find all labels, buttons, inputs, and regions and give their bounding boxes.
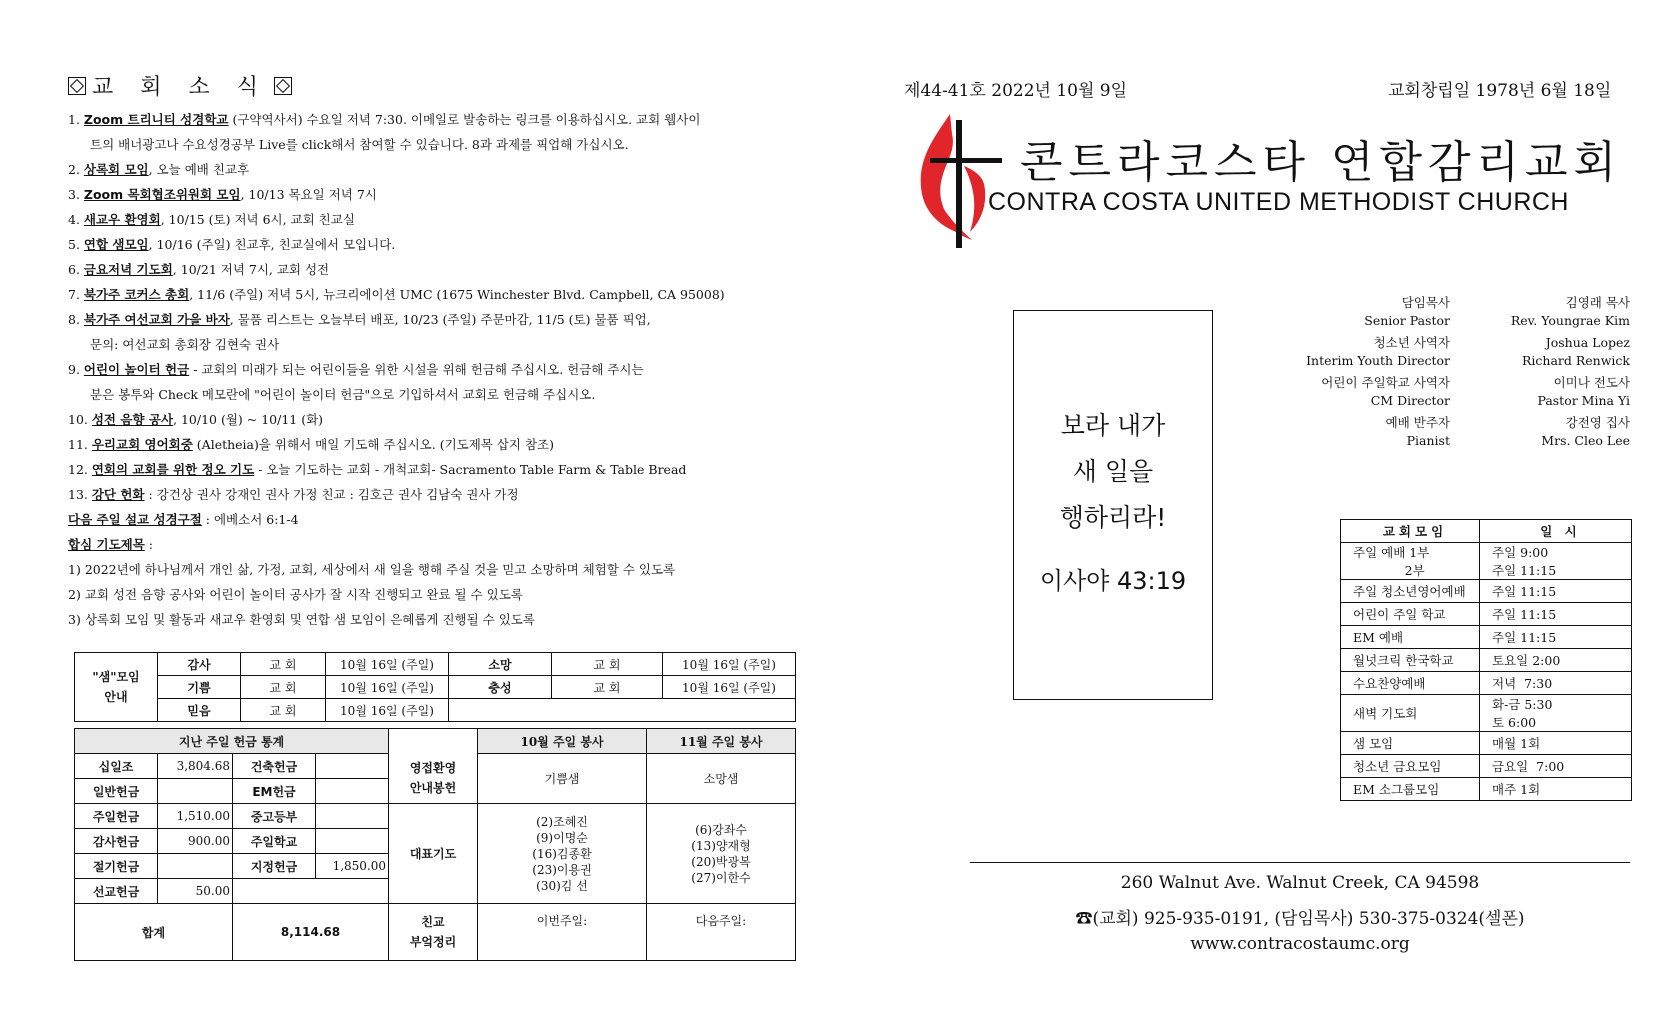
- news-item-text: - 교회의 미래가 되는 어린이들을 위한 시설을 위해 헌금해 주십시오. 헌금해 주시는: [189, 362, 644, 377]
- saem-cell: 10월 16일 (주일): [663, 653, 796, 676]
- news-item-text: 분은 봉투와 Check 메모란에 "어린이 놀이터 헌금"으로 기입하셔서 교회로 헌금해 주십시오.: [90, 387, 596, 402]
- verse-line: 새 일을: [1072, 457, 1154, 486]
- news-item-title: 어린이 놀이터 헌금: [83, 362, 190, 377]
- offering-label: 십일조: [75, 754, 158, 779]
- meeting-name: 월넛크릭 한국학교: [1341, 649, 1480, 672]
- news-item-text: , 10/15 (토) 저녁 6시, 교회 친교실: [160, 212, 355, 227]
- church-news-heading: [68, 70, 808, 101]
- phone-icon: ☎: [1075, 909, 1093, 929]
- october-service-header: 10월 주일 봉사: [478, 729, 647, 754]
- meeting-time: 화-금 5:30 토 6:00: [1480, 695, 1632, 732]
- news-item: 1) 2022년에 하나님께서 개인 삶, 가정, 교회, 세상에서 새 일을 행해 주실 것을 믿고 소망하며 체험할 수 있도록: [68, 562, 676, 577]
- news-item: 11. 우리교회 영어회중 (Aletheia)을 위해서 매일 기도해 주십시오. (기도제목 삽지 참조): [68, 437, 554, 452]
- meeting-name: 샘 모임: [1341, 732, 1480, 755]
- news-item: 1. Zoom 트리니티 성경학교 (구약역사서) 수요일 저녁 7:30. 이메일로 발송하는 링크를 이용하십시오. 교회 웹사이: [68, 112, 701, 127]
- news-item: 10. 성전 음향 공사, 10/10 (월) ~ 10/11 (화): [68, 412, 324, 427]
- news-item-title: 우리교회 영어회중: [91, 437, 193, 452]
- news-item-text: - 오늘 기도하는 교회 - 개척교회- Sacramento Table Farm & Table Bread: [254, 462, 687, 477]
- saem-cell: 10월 16일 (주일): [326, 653, 449, 676]
- welcome-label: 영접환영 안내봉헌: [389, 754, 478, 804]
- saem-cell: 충성: [449, 676, 552, 699]
- november-service-header: 11월 주일 봉사: [647, 729, 796, 754]
- founding-date: 교회창립일 1978년 6월 18일: [1388, 81, 1612, 101]
- news-item-text: (Aletheia)을 위해서 매일 기도해 주십시오. (기도제목 삽지 참조): [192, 437, 554, 452]
- fellowship-label: 친교 부엌정리: [389, 904, 478, 961]
- meeting-name: 새벽 기도회: [1341, 695, 1480, 732]
- welcome-oct: 기쁨샘: [478, 754, 647, 804]
- news-item-title: Zoom 목회협조위원회 모임: [83, 187, 241, 202]
- news-item-text: 2022년에 하나님께서 개인 삶, 가정, 교회, 세상에서 새 일을 행해 주실 것을 믿고 소망하며 체험할 수 있도록: [84, 562, 676, 577]
- news-item-title: 연회의 교회를 위한 정오 기도: [91, 462, 255, 477]
- offering-empty: [233, 879, 389, 904]
- offering-amount: [158, 854, 233, 879]
- phone-text: (교회) 925-935-0191, (담임목사) 530-375-0324(셀폰): [1092, 909, 1525, 929]
- offering-amount: 1,510.00: [158, 804, 233, 829]
- offering-label: 주일학교: [233, 829, 316, 854]
- meeting-name: 주일 청소년영어예배: [1341, 580, 1480, 603]
- meeting-name: EM 예배: [1341, 626, 1480, 649]
- offering-label: 감사헌금: [75, 829, 158, 854]
- church-news-section: [68, 70, 808, 632]
- news-item-title: 새교우 환영회: [83, 212, 161, 227]
- news-item: 3) 상록회 모임 및 활동과 새교우 환영회 및 연합 샘 모임이 은혜롭게 진행될 수 있도록: [68, 612, 535, 627]
- prayer-oct: (2)조혜진 (9)이명순 (16)김종환 (23)이용권 (30)김 선: [478, 804, 647, 904]
- diamond-box-icon: [274, 77, 292, 95]
- footer-divider: [970, 862, 1630, 863]
- meeting-time: 매주 1회: [1480, 778, 1632, 801]
- issue-info: 제44-41호 2022년 10월 9일: [904, 81, 1128, 101]
- offering-label: 일반헌금: [75, 779, 158, 804]
- church-news-title: 교 회 소 식: [92, 75, 268, 100]
- staff-role: 담임목사 Senior Pastor: [1364, 295, 1450, 328]
- saem-cell: 믿음: [158, 699, 241, 722]
- saem-cell: 교 회: [552, 653, 663, 676]
- news-item-text: 트의 배너광고나 수요성경공부 Live를 click해서 참여할 수 있습니다. 8과 과제를 픽업해 가십시오.: [90, 137, 629, 152]
- staff-name: 강전영 집사 Mrs. Cleo Lee: [1541, 415, 1630, 448]
- offering-label: 지정헌금: [233, 854, 316, 879]
- verse-box: [1013, 310, 1213, 700]
- saem-cell: 기쁨: [158, 676, 241, 699]
- staff-role: 예배 반주자 Pianist: [1385, 415, 1450, 448]
- church-address: 260 Walnut Ave. Walnut Creek, CA 94598: [1120, 873, 1480, 893]
- news-item: 6. 금요저녁 기도회, 10/21 저녁 7시, 교회 성전: [68, 262, 330, 277]
- staff-name: 김영래 목사 Rev. Youngrae Kim: [1510, 295, 1630, 328]
- church-website[interactable]: www.contracostaumc.org: [1190, 934, 1410, 954]
- news-item: 5. 연합 샘모임, 10/16 (주일) 친교후, 친교실에서 모입니다.: [68, 237, 396, 252]
- news-item-text: :: [144, 537, 153, 552]
- staff-name: Joshua Lopez Richard Renwick: [1522, 335, 1630, 368]
- offering-amount: 3,804.68: [158, 754, 233, 779]
- news-item-text: , 10/16 (주일) 친교후, 친교실에서 모입니다.: [148, 237, 396, 252]
- offering-label: 주일헌금: [75, 804, 158, 829]
- saem-cell: 교 회: [241, 653, 326, 676]
- news-item-text: : 에베소서 6:1-4: [201, 512, 299, 527]
- offering-label: EM헌금: [233, 779, 316, 804]
- saem-cell: 10월 16일 (주일): [663, 676, 796, 699]
- news-item-title: 연합 샘모임: [83, 237, 149, 252]
- news-item-title: 합심 기도제목: [68, 537, 145, 552]
- offering-label: 건축헌금: [233, 754, 316, 779]
- news-item: 7. 북가주 코커스 총회, 11/6 (주일) 저녁 5시, 뉴크리에이션 UMC (1675 Winchester Blvd. Campbell, CA 95008): [68, 287, 725, 302]
- news-item-title: Zoom 트리니티 성경학교: [83, 112, 229, 127]
- cross-and-flame-logo-icon: [912, 110, 1004, 250]
- meetings-header: 교회모임: [1341, 520, 1480, 543]
- news-item-text: : 강건상 권사 강재인 권사 가정 친교 : 김호근 권사 김남숙 권사 가정: [144, 487, 519, 502]
- meeting-time: 주일 11:15: [1480, 603, 1632, 626]
- this-week: 이번주일:: [478, 904, 647, 961]
- news-item-title: 강단 헌화: [91, 487, 145, 502]
- saem-cell: 10월 16일 (주일): [326, 699, 449, 722]
- news-item: 12. 연회의 교회를 위한 정오 기도 - 오늘 기도하는 교회 - 개척교회- Sacramento Table Farm & Table Bread: [68, 462, 687, 477]
- news-item-title: 다음 주일 설교 성경구절: [68, 512, 202, 527]
- offering-label: 중고등부: [233, 804, 316, 829]
- meeting-time: 금요일 7:00: [1480, 755, 1632, 778]
- meeting-name: EM 소그룹모임: [1341, 778, 1480, 801]
- meeting-time: 주일 9:00 주일 11:15: [1480, 543, 1632, 580]
- meeting-name: 주일 예배 1부 2부: [1341, 543, 1480, 580]
- news-item: 13. 강단 헌화 : 강건상 권사 강재인 권사 가정 친교 : 김호근 권사 김남숙 권사 가정: [68, 487, 519, 502]
- news-item-text: , 10/10 (월) ~ 10/11 (화): [173, 412, 324, 427]
- offering-amount: [316, 829, 389, 854]
- verse-line: 보라 내가: [1060, 411, 1166, 440]
- news-item: [68, 332, 808, 357]
- staff-name: 이미나 전도사 Pastor Mina Yi: [1537, 375, 1630, 408]
- news-item-text: 상록회 모임 및 활동과 새교우 환영회 및 연합 샘 모임이 은혜롭게 진행될 수 있도록: [84, 612, 535, 627]
- offering-amount: [158, 779, 233, 804]
- total-label: 합계: [75, 904, 233, 961]
- saem-meeting-table: [74, 652, 796, 722]
- offering-amount: [316, 804, 389, 829]
- news-item-title: 상록회 모임: [83, 162, 149, 177]
- news-item: 8. 북가주 여선교회 가을 바자, 물품 리스트는 오늘부터 배포, 10/23 (주일) 주문마감, 11/5 (토) 물품 픽업,: [68, 312, 651, 327]
- offering-amount: 1,850.00: [316, 854, 389, 879]
- meeting-time: 매월 1회: [1480, 732, 1632, 755]
- news-list: [68, 107, 808, 632]
- staff-role: 청소년 사역자 Interim Youth Director: [1306, 335, 1450, 368]
- diamond-box-icon: [68, 77, 86, 95]
- meeting-time: 저녁 7:30: [1480, 672, 1632, 695]
- meeting-time: 토요일 2:00: [1480, 649, 1632, 672]
- news-item: [68, 507, 808, 532]
- offering-service-table: [74, 728, 796, 961]
- news-item-text: , 물품 리스트는 오늘부터 배포, 10/23 (주일) 주문마감, 11/5 (토) 물품 픽업,: [229, 312, 651, 327]
- news-item-title: 성전 음향 공사: [91, 412, 174, 427]
- offering-header: 지난 주일 헌금 통계: [75, 729, 389, 754]
- offering-amount: [316, 754, 389, 779]
- offering-label: 절기헌금: [75, 854, 158, 879]
- prayer-label: 대표기도: [389, 804, 478, 904]
- saem-cell: 교 회: [552, 676, 663, 699]
- church-name-korean: 콘트라코스타 연합감리교회: [1020, 137, 1623, 188]
- saem-empty: [449, 699, 796, 722]
- news-item-title: 북가주 코커스 총회: [83, 287, 190, 302]
- meeting-name: 청소년 금요모임: [1341, 755, 1480, 778]
- news-item: [68, 382, 808, 407]
- verse-reference: 이사야 43:19: [1039, 567, 1187, 595]
- meeting-name: 어린이 주일 학교: [1341, 603, 1480, 626]
- welcome-nov: 소망샘: [647, 754, 796, 804]
- saem-label: "샘"모임 안내: [75, 653, 158, 722]
- saem-cell: 10월 16일 (주일): [326, 676, 449, 699]
- news-item: 3. Zoom 목회협조위원회 모임, 10/13 목요일 저녁 7시: [68, 187, 377, 202]
- news-item: 2) 교회 성전 음향 공사와 어린이 놀이터 공사가 잘 시작 진행되고 완료 될 수 있도록: [68, 587, 523, 602]
- prayer-nov: (6)강좌수 (13)양재형 (20)박광복 (27)이한수: [647, 804, 796, 904]
- offering-amount: 50.00: [158, 879, 233, 904]
- news-item: [68, 132, 808, 157]
- blank-header: [389, 729, 478, 754]
- church-name-english: CONTRA COSTA UNITED METHODIST CHURCH: [988, 188, 1569, 216]
- meeting-name: 수요찬양예배: [1341, 672, 1480, 695]
- news-item-text: 문의: 여선교회 총회장 김현숙 권사: [90, 337, 280, 352]
- news-item-text: , 11/6 (주일) 저녁 5시, 뉴크리에이션 UMC (1675 Winchester Blvd. Campbell, CA 95008): [189, 287, 725, 302]
- news-item: 4. 새교우 환영회, 10/15 (토) 저녁 6시, 교회 친교실: [68, 212, 355, 227]
- time-header: 일 시: [1480, 520, 1632, 543]
- offering-label: 선교헌금: [75, 879, 158, 904]
- church-phone: [970, 904, 1630, 929]
- offering-amount: [316, 779, 389, 804]
- news-item-text: , 10/21 저녁 7시, 교회 성전: [172, 262, 330, 277]
- news-item-title: 금요저녁 기도회: [83, 262, 173, 277]
- news-item-text: 교회 성전 음향 공사와 어린이 놀이터 공사가 잘 시작 진행되고 완료 될 수 있도록: [84, 587, 523, 602]
- staff-roles: [1250, 294, 1450, 454]
- meeting-time: 주일 11:15: [1480, 580, 1632, 603]
- meetings-table: [1340, 519, 1632, 801]
- news-item-text: , 오늘 예배 친교후: [148, 162, 250, 177]
- news-item: 9. 어린이 놀이터 헌금 - 교회의 미래가 되는 어린이들을 위한 시설을 위해 헌금해 주십시오. 헌금해 주시는: [68, 362, 644, 377]
- news-item-text: , 10/13 목요일 저녁 7시: [240, 187, 377, 202]
- staff-role: 어린이 주일학교 사역자 CM Director: [1321, 375, 1450, 408]
- offering-amount: 900.00: [158, 829, 233, 854]
- next-week: 다음주일:: [647, 904, 796, 961]
- saem-cell: 교 회: [241, 699, 326, 722]
- news-item: [68, 532, 808, 557]
- saem-cell: 감사: [158, 653, 241, 676]
- saem-cell: 교 회: [241, 676, 326, 699]
- total-amount: 8,114.68: [233, 904, 389, 961]
- news-item-title: 북가주 여선교회 가을 바자: [83, 312, 230, 327]
- news-item-text: (구약역사서) 수요일 저녁 7:30. 이메일로 발송하는 링크를 이용하십시오. 교회 웹사이: [228, 112, 701, 127]
- staff-names: [1440, 294, 1630, 454]
- verse-line: 행하리라!: [1059, 503, 1167, 532]
- news-item: 2. 상록회 모임, 오늘 예배 친교후: [68, 162, 250, 177]
- saem-cell: 소망: [449, 653, 552, 676]
- meeting-time: 주일 11:15: [1480, 626, 1632, 649]
